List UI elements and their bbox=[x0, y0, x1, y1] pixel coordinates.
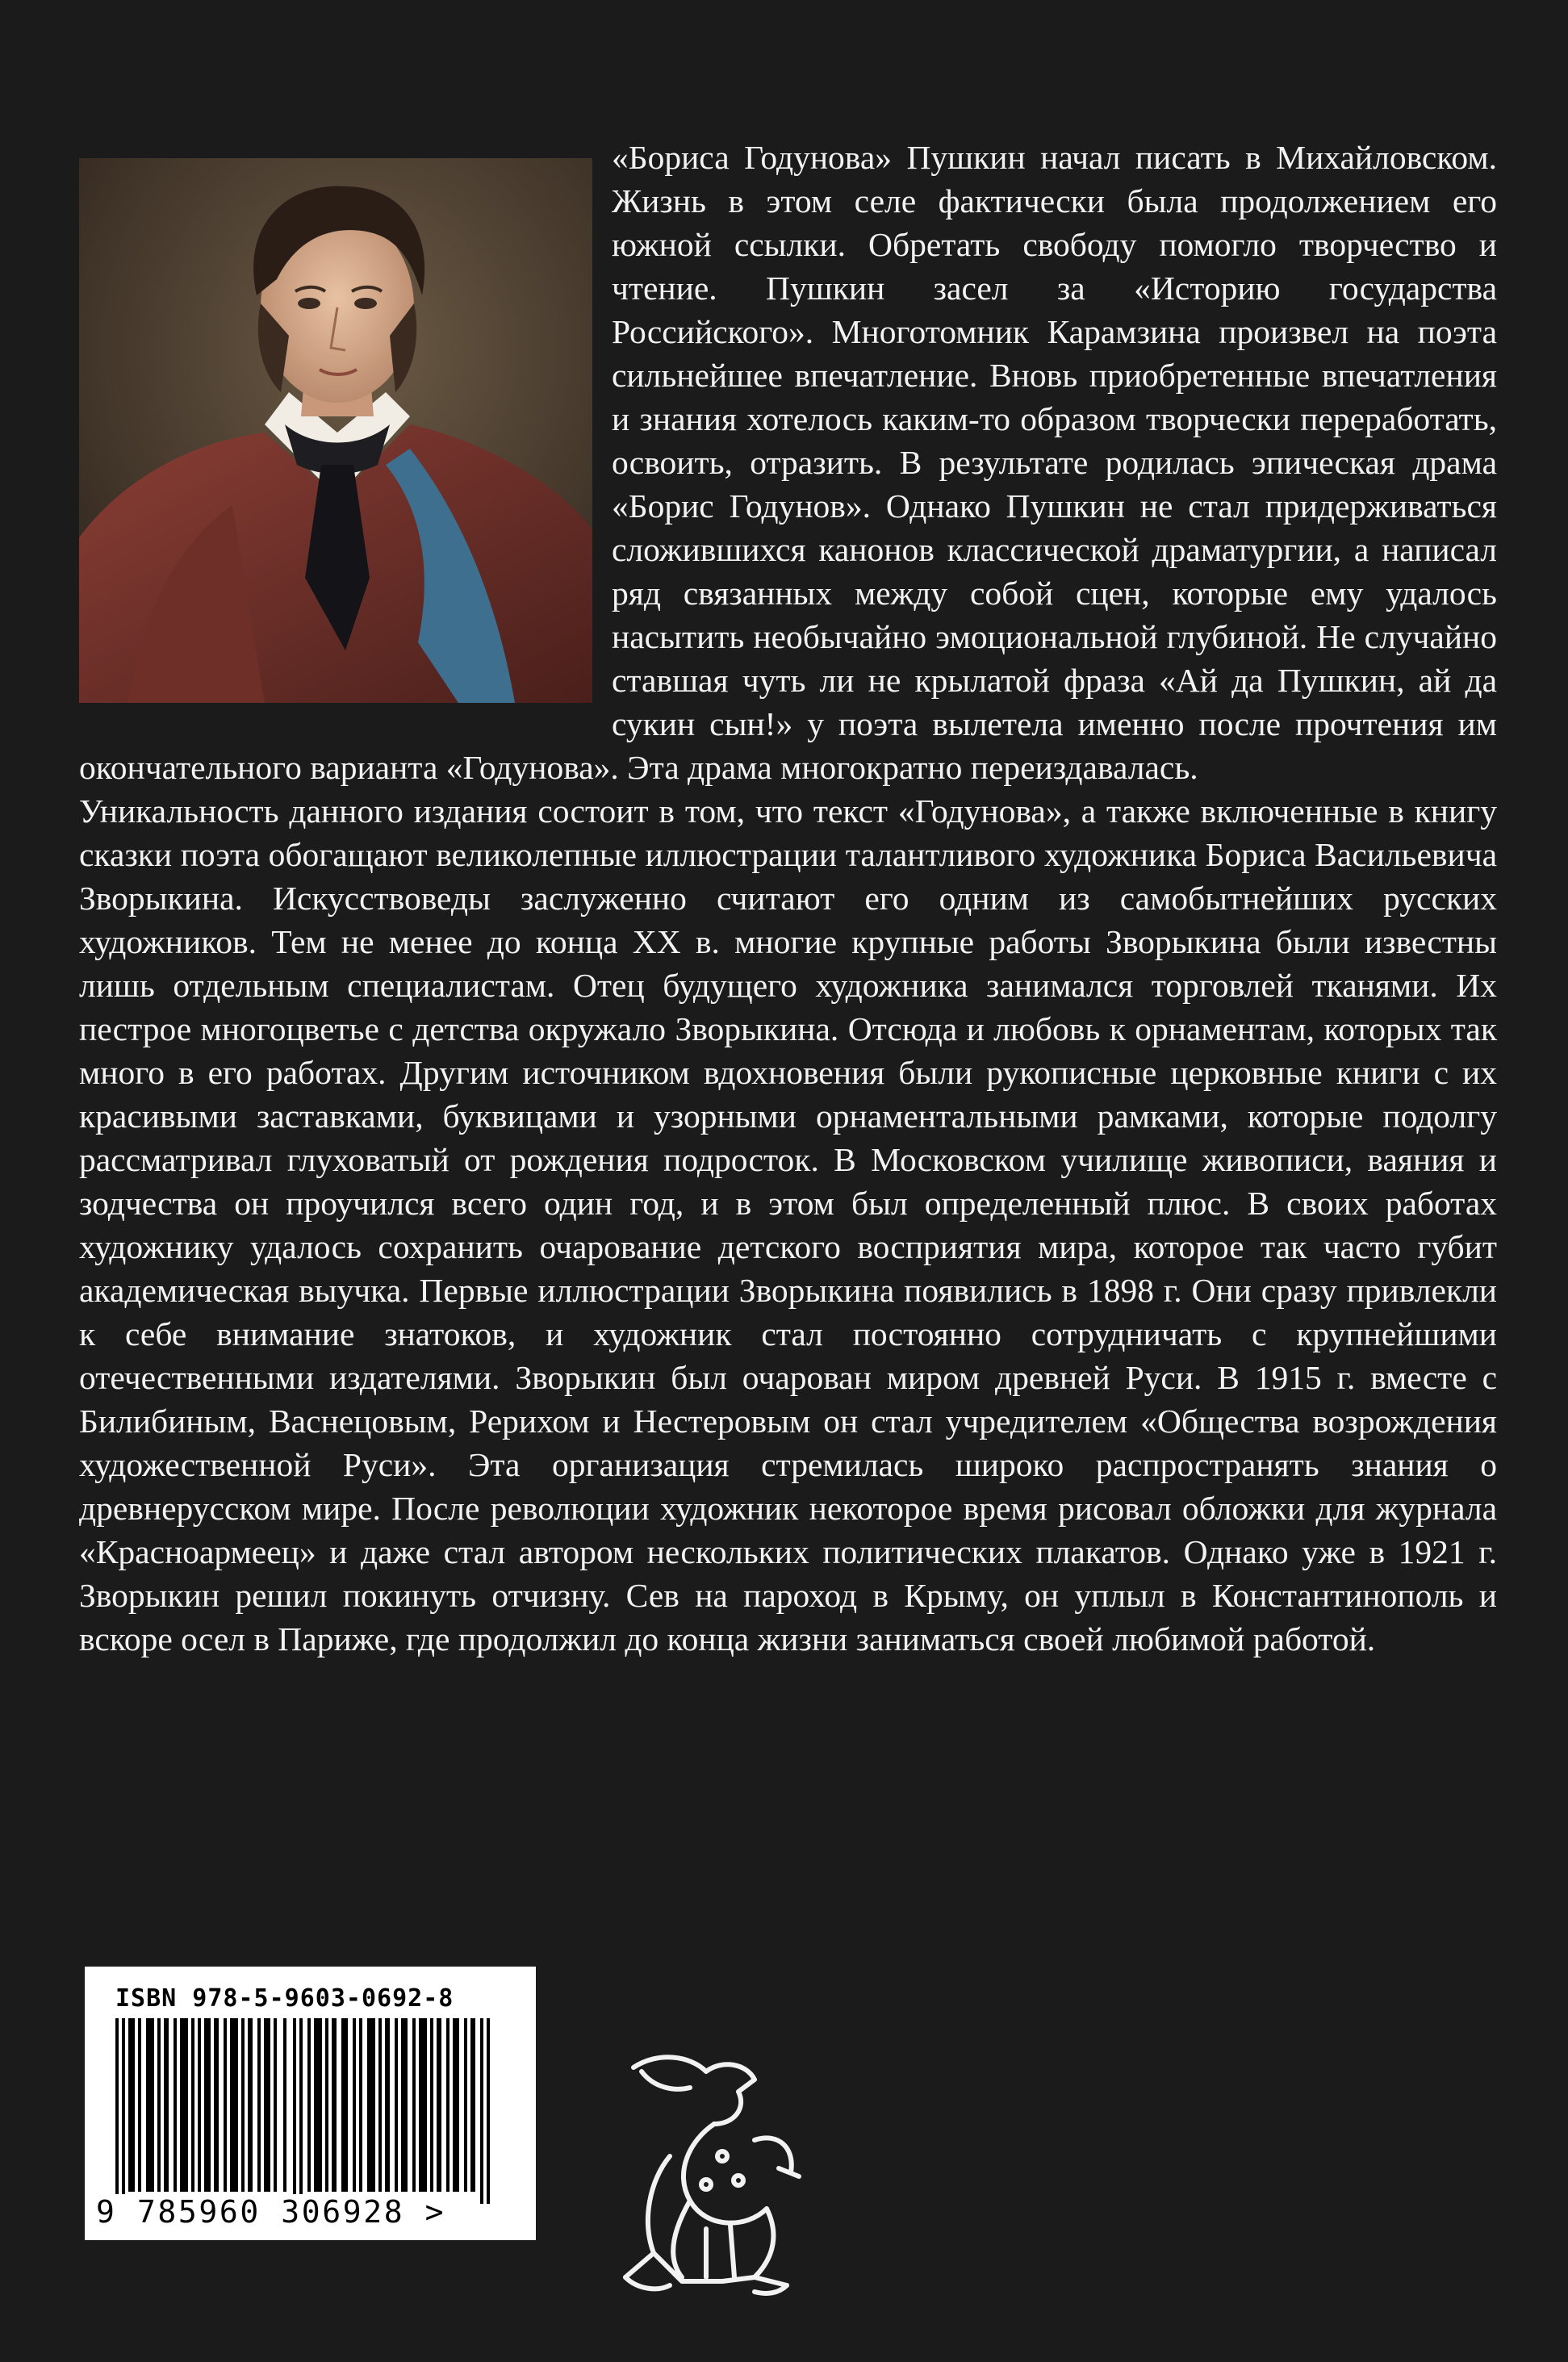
isbn-label: ISBN 978-5-9603-0692-8 bbox=[115, 1984, 454, 2013]
publisher-logo bbox=[593, 2035, 819, 2301]
description-text bbox=[79, 136, 1497, 1661]
dragon-emblem-icon bbox=[593, 2035, 819, 2301]
barcode-digits: 9 785960 306928 > bbox=[96, 2194, 446, 2230]
paragraph-boris-godunov: «Бориса Годунова» Пушкин начал писать в Михайловском. Жизнь в этом селе фактически была продолжением его южной ссылки. Обретать свободу помогло творчество и чтение. Пушкин засел за «Историю государства Российского». Многотомник Карамзина произвел на поэта сильнейшее впечатление. Вновь приобретенные впечатления и знания хотелось каким-то образом творчески переработать, освоить, отразить. В результате родилась эпическая драма «Борис Годунов». Однако Пушкин не стал придерживаться сложившихся канонов классической драматургии, а написал ряд связанных между собой сцен, которые ему удалось насытить необычайно эмоциональной глубиной. Не случайно ставшая чуть ли не крылатой фраза «Ай да Пушкин, ай да сукин сын!» у поэта вылетела именно после прочтения им окончательного варианта «Годунова». Эта драма многократно переиздавалась. bbox=[79, 139, 1497, 786]
paragraph-zvorykin: Уникальность данного издания состоит в том, что текст «Годунова», а также включенные в книгу сказки поэта обогащают великолепные иллюстрации талантливого художника Бориса Васильевича Зворыкина. Искусствоведы заслуженно считают его одним из самобытнейших русских художников. Тем не менее до конца XX в. многие крупные работы Зворыкина были известны лишь отдельным специалистам. Отец будущего художника занимался торговлей тканями. Их пестрое многоцветье с детства окружало Зворыкина. Отсюда и любовь к орнаментам, которых так много в его работах. Другим источником вдохновения были рукописные церковные книги с их красивыми заставками, буквицами и узорными орнаментальными рамками, которые подолгу рассматривал глуховатый от рождения подросток. В Московском училище живописи, ваяния и зодчества он проучился всего один год, и в этом был определенный плюс. В своих работах художнику удалось сохранить очарование детского восприятия мира, которое так часто губит академическая выучка. Первые иллюстрации Зворыкина появились в 1898 г. Они сразу привлекли к себе внимание знатоков, и художник стал постоянно сотрудничать с крупнейшими отечественными издателями. Зворыкин был очарован миром древней Руси. В 1915 г. вместе с Билибиным, Васнецовым, Рерихом и Нестеровым он стал учредителем «Общества возрождения художественной Руси». Эта организация стремилась широко распространять знания о древнерусском мире. После революции художник некоторое время рисовал обложки для журнала «Красноармеец» и даже стал автором нескольких политических плакатов. Однако уже в 1921 г. Зворыкин решил покинуть отчизну. Сев на пароход в Крыму, он уплыл в Константинополь и вскоре осел в Париже, где продолжил до конца жизни заниматься своей любимой работой. bbox=[79, 792, 1497, 1658]
isbn-barcode bbox=[85, 1967, 536, 2240]
barcode-bars bbox=[115, 2018, 499, 2204]
